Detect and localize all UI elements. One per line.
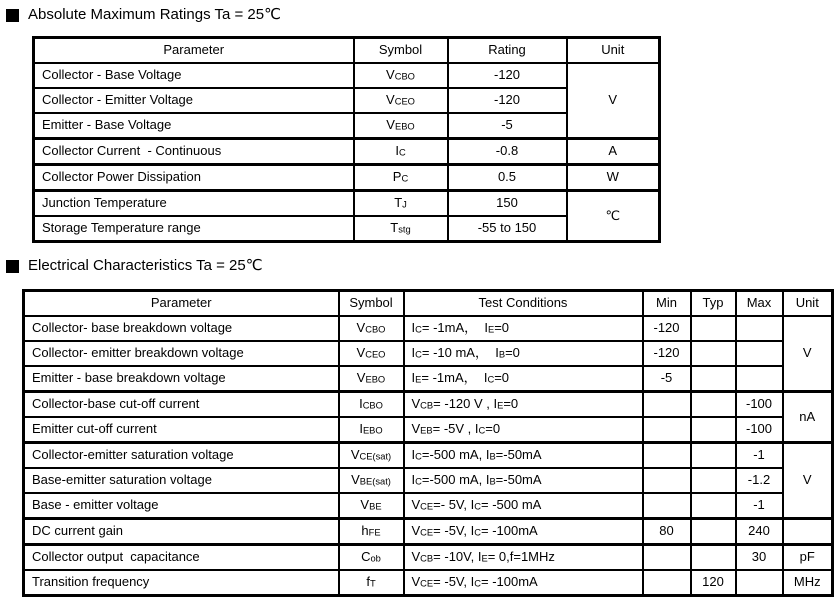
electrical-characteristics-table bbox=[22, 289, 834, 597]
cell-symbol: $V_{BE(sat)}$ bbox=[339, 468, 404, 493]
cell-unit bbox=[783, 519, 833, 545]
cell-parameter: Transition frequency bbox=[24, 570, 339, 596]
cell-unit: V bbox=[567, 63, 660, 139]
cell-unit: MHz bbox=[783, 570, 833, 596]
table-row bbox=[34, 165, 660, 191]
col-header-typ: Typ bbox=[691, 291, 736, 317]
cell-min: -120 bbox=[643, 316, 691, 341]
table-row bbox=[34, 139, 660, 165]
cell-min: -120 bbox=[643, 341, 691, 366]
table-row bbox=[24, 545, 833, 571]
cell-symbol: $I_{EBO}$ bbox=[339, 417, 404, 443]
cell-max: -1 bbox=[736, 443, 783, 469]
cell-symbol: $V_{EBO}$ bbox=[354, 113, 448, 139]
cell-conditions: $V_{EB}= -5V$ , $I_C=0$ bbox=[404, 417, 643, 443]
cell-conditions: $V_{CE}= -5V$, $I_C= -100mA$ bbox=[404, 570, 643, 596]
cell-min: -5 bbox=[643, 366, 691, 392]
cell-symbol: $T_{stg}$ bbox=[354, 216, 448, 242]
cell-typ bbox=[691, 392, 736, 418]
col-header-rating: Rating bbox=[448, 38, 567, 64]
cell-symbol: $f_T$ bbox=[339, 570, 404, 596]
cell-conditions: $V_{CB}= -10V$, $I_E= 0,f=1MHz$ bbox=[404, 545, 643, 571]
cell-parameter: Collector- emitter breakdown voltage bbox=[24, 341, 339, 366]
cell-symbol: $I_{CBO}$ bbox=[339, 392, 404, 418]
cell-parameter: Base-emitter saturation voltage bbox=[24, 468, 339, 493]
cell-rating: -120 bbox=[448, 88, 567, 113]
cell-min bbox=[643, 417, 691, 443]
cell-max: 30 bbox=[736, 545, 783, 571]
col-header-unit: Unit bbox=[783, 291, 833, 317]
cell-rating: 0.5 bbox=[448, 165, 567, 191]
cell-conditions: $V_{CE}=-$ 5V, $I_C= -500$ mA bbox=[404, 493, 643, 519]
cell-max: -1 bbox=[736, 493, 783, 519]
cell-min bbox=[643, 570, 691, 596]
cell-parameter: Collector Current - Continuous bbox=[34, 139, 354, 165]
cell-min bbox=[643, 392, 691, 418]
cell-unit: A bbox=[567, 139, 660, 165]
col-header-parameter: Parameter bbox=[24, 291, 339, 317]
cell-max bbox=[736, 341, 783, 366]
table-row bbox=[24, 493, 833, 519]
cell-max: -100 bbox=[736, 392, 783, 418]
section-bullet-icon bbox=[6, 9, 19, 22]
table-row bbox=[24, 316, 833, 341]
cell-max bbox=[736, 366, 783, 392]
cell-typ bbox=[691, 519, 736, 545]
table-row bbox=[34, 63, 660, 88]
cell-parameter: Storage Temperature range bbox=[34, 216, 354, 242]
absolute-maximum-ratings-table bbox=[32, 36, 661, 243]
cell-typ bbox=[691, 443, 736, 469]
cell-max: -1.2 bbox=[736, 468, 783, 493]
table-header-row bbox=[24, 291, 833, 317]
cell-unit: V bbox=[783, 316, 833, 392]
cell-symbol: $V_{EBO}$ bbox=[339, 366, 404, 392]
cell-parameter: Collector- base breakdown voltage bbox=[24, 316, 339, 341]
cell-parameter: Emitter - Base Voltage bbox=[34, 113, 354, 139]
table-row bbox=[34, 88, 660, 113]
col-header-symbol: Symbol bbox=[339, 291, 404, 317]
cell-conditions: $V_{CE}= -5V$, $I_C= -100mA$ bbox=[404, 519, 643, 545]
cell-symbol: $V_{CEO}$ bbox=[354, 88, 448, 113]
cell-symbol: $P_C$ bbox=[354, 165, 448, 191]
cell-unit: pF bbox=[783, 545, 833, 571]
cell-conditions: $I_C=-500$ mA, $I_B=-50mA$ bbox=[404, 468, 643, 493]
cell-conditions: $I_C= -1mA$， $I_E=0$ bbox=[404, 316, 643, 341]
cell-conditions: $I_C= -10$ mA， $I_B=0$ bbox=[404, 341, 643, 366]
cell-typ bbox=[691, 468, 736, 493]
cell-parameter: DC current gain bbox=[24, 519, 339, 545]
section-title-electrical-characteristics bbox=[6, 257, 263, 275]
cell-typ bbox=[691, 316, 736, 341]
cell-unit: ℃ bbox=[567, 191, 660, 242]
cell-min bbox=[643, 443, 691, 469]
cell-unit: V bbox=[783, 443, 833, 519]
col-header-max: Max bbox=[736, 291, 783, 317]
cell-min: 80 bbox=[643, 519, 691, 545]
cell-min bbox=[643, 545, 691, 571]
cell-max: -100 bbox=[736, 417, 783, 443]
cell-rating: -55 to 150 bbox=[448, 216, 567, 242]
cell-unit: W bbox=[567, 165, 660, 191]
cell-parameter: Collector output capacitance bbox=[24, 545, 339, 571]
cell-typ bbox=[691, 341, 736, 366]
cell-rating: -5 bbox=[448, 113, 567, 139]
cell-min bbox=[643, 493, 691, 519]
cell-parameter: Collector-base cut-off current bbox=[24, 392, 339, 418]
table-row bbox=[24, 417, 833, 443]
cell-typ bbox=[691, 417, 736, 443]
table-row bbox=[24, 366, 833, 392]
cell-symbol: $h_{FE}$ bbox=[339, 519, 404, 545]
col-header-parameter: Parameter bbox=[34, 38, 354, 64]
cell-max bbox=[736, 316, 783, 341]
cell-symbol: $V_{CBO}$ bbox=[354, 63, 448, 88]
table-row bbox=[24, 392, 833, 418]
cell-parameter: Collector - Base Voltage bbox=[34, 63, 354, 88]
col-header-unit: Unit bbox=[567, 38, 660, 64]
cell-typ bbox=[691, 493, 736, 519]
table-row bbox=[34, 191, 660, 217]
cell-typ bbox=[691, 545, 736, 571]
cell-max: 240 bbox=[736, 519, 783, 545]
cell-symbol: $C_{ob}$ bbox=[339, 545, 404, 571]
cell-rating: -120 bbox=[448, 63, 567, 88]
col-header-symbol: Symbol bbox=[354, 38, 448, 64]
cell-symbol: $T_J$ bbox=[354, 191, 448, 217]
section-bullet-icon bbox=[6, 260, 19, 273]
cell-min bbox=[643, 468, 691, 493]
table-row bbox=[24, 443, 833, 469]
table-row bbox=[34, 113, 660, 139]
cell-parameter: Emitter cut-off current bbox=[24, 417, 339, 443]
table-row bbox=[34, 216, 660, 242]
table-row bbox=[24, 468, 833, 493]
table-row bbox=[24, 341, 833, 366]
cell-unit: nA bbox=[783, 392, 833, 443]
cell-parameter: Junction Temperature bbox=[34, 191, 354, 217]
table-header-row bbox=[34, 38, 660, 64]
cell-max bbox=[736, 570, 783, 596]
cell-symbol: $V_{CBO}$ bbox=[339, 316, 404, 341]
cell-symbol: $V_{CE(sat)}$ bbox=[339, 443, 404, 469]
table-row bbox=[24, 519, 833, 545]
cell-rating: -0.8 bbox=[448, 139, 567, 165]
cell-typ bbox=[691, 366, 736, 392]
cell-symbol: $I_C$ bbox=[354, 139, 448, 165]
cell-rating: 150 bbox=[448, 191, 567, 217]
cell-conditions: $I_E= -1mA$， $I_C=0$ bbox=[404, 366, 643, 392]
cell-typ: 120 bbox=[691, 570, 736, 596]
table-row bbox=[24, 570, 833, 596]
cell-symbol: $V_{CEO}$ bbox=[339, 341, 404, 366]
cell-parameter: Collector Power Dissipation bbox=[34, 165, 354, 191]
cell-parameter: Collector-emitter saturation voltage bbox=[24, 443, 339, 469]
section-title-text: Electrical Characteristics Ta = 25℃ bbox=[28, 257, 263, 274]
col-header-min: Min bbox=[643, 291, 691, 317]
section-title-absolute-maximum-ratings bbox=[6, 6, 281, 24]
section-title-text: Absolute Maximum Ratings Ta = 25℃ bbox=[28, 6, 281, 23]
cell-symbol: $V_{BE}$ bbox=[339, 493, 404, 519]
cell-conditions: $I_C=-500$ mA, $I_B=-50mA$ bbox=[404, 443, 643, 469]
cell-conditions: $V_{CB}= -120$ V , $I_E=0$ bbox=[404, 392, 643, 418]
col-header-test-conditions: Test Conditions bbox=[404, 291, 643, 317]
cell-parameter: Emitter - base breakdown voltage bbox=[24, 366, 339, 392]
cell-parameter: Collector - Emitter Voltage bbox=[34, 88, 354, 113]
cell-parameter: Base - emitter voltage bbox=[24, 493, 339, 519]
